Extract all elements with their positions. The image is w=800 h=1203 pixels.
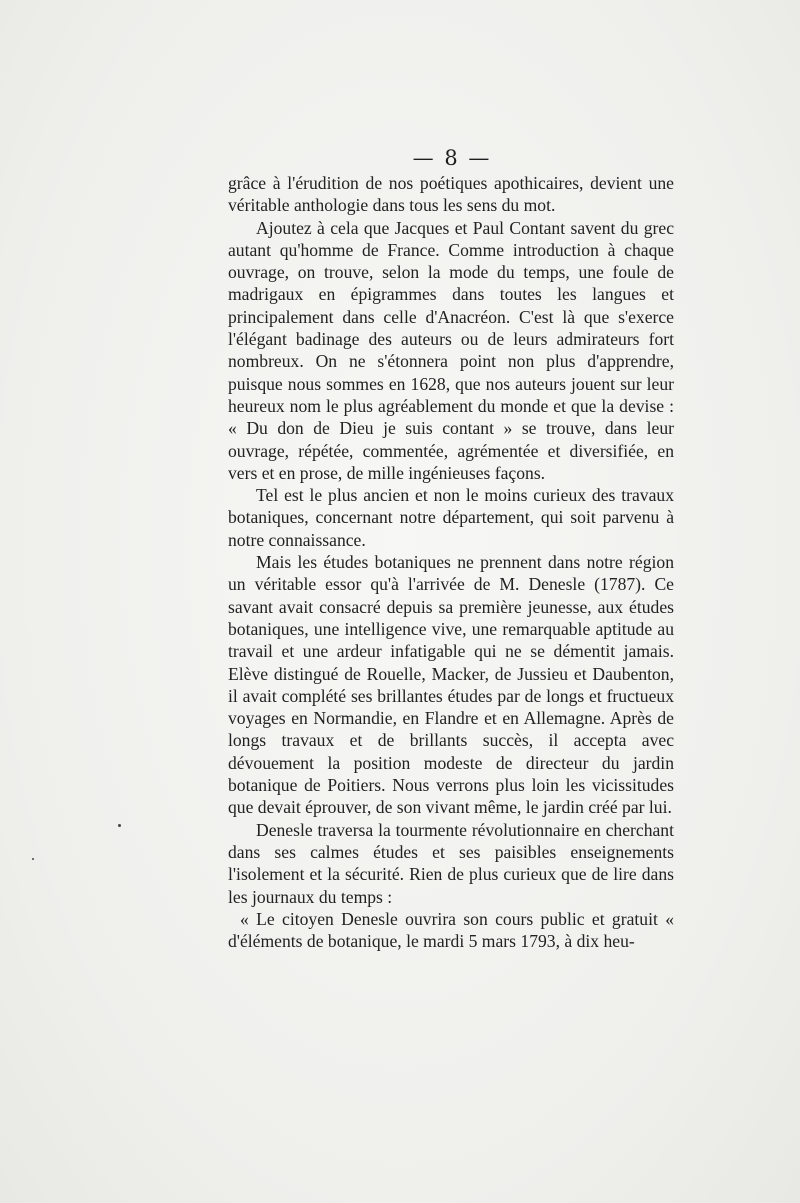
body-text <box>228 172 674 952</box>
page-number: — 8 — <box>412 146 492 170</box>
paragraph-continuation: grâce à l'érudition de nos poétiques apothicaires, devient une véritable anthologie dans tous les sens du mot. <box>228 173 674 216</box>
margin-speck <box>118 824 121 827</box>
margin-speck <box>32 858 34 860</box>
paragraph-revolution: Denesle traversa la tourmente révolutionnaire en cherchant dans ses calmes études et ses paisibles enseignements l'isolement et la sécurité. Rien de plus curieux que de lire dans les journaux du temps : <box>228 819 674 907</box>
paragraph-contant-brothers: Ajoutez à cela que Jacques et Paul Contant savent du grec autant qu'homme de France. Comme introduction à chaque ouvrage, on trouve, selon la mode du temps, une foule de madrigaux en épigrammes dans toutes les langues et principalement dans celle d'Anacréon. C'est là que s'exerce l'élégant badinage des auteurs ou de leurs admirateurs fort nombreux. On ne s'étonnera point non plus d'apprendre, puisque nous sommes en 1628, que nos auteurs jouent sur leur heureux nom le plus agréablement du monde et que la devise : « Du don de Dieu je suis contant » se trouve, dans leur ouvrage, répétée, commentée, agrémentée et diversifiée, en vers et en prose, de mille ingénieuses façons. <box>228 217 674 483</box>
paragraph-quote: « Le citoyen Denesle ouvrira son cours public et gratuit « d'éléments de botanique, le mardi 5 mars 1793, à dix heu- <box>228 908 674 952</box>
paragraph-oldest-work: Tel est le plus ancien et non le moins curieux des travaux botaniques, concernant notre département, qui soit parvenu à notre connaissance. <box>228 485 674 550</box>
paragraph-denesle-arrival: Mais les études botaniques ne prennent dans notre région un véritable essor qu'à l'arrivée de M. Denesle (1787). Ce savant avait consacré depuis sa première jeunesse, aux études botaniques, une intelligence vive, une remarquable aptitude au travail et une ardeur infatigable qui ne se démentit jamais. Elève distingué de Rouelle, Macker, de Jussieu et Daubenton, il avait complété ses brillantes études par de longs et fructueux voyages en Normandie, en Flandre et en Allemagne. Après de longs travaux et de brillants succès, il accepta avec dévouement la position modeste de directeur du jardin botanique de Poitiers. Nous verrons plus loin les vicissitudes que devait éprouver, de son vivant même, le jardin créé par lui. <box>228 552 674 818</box>
